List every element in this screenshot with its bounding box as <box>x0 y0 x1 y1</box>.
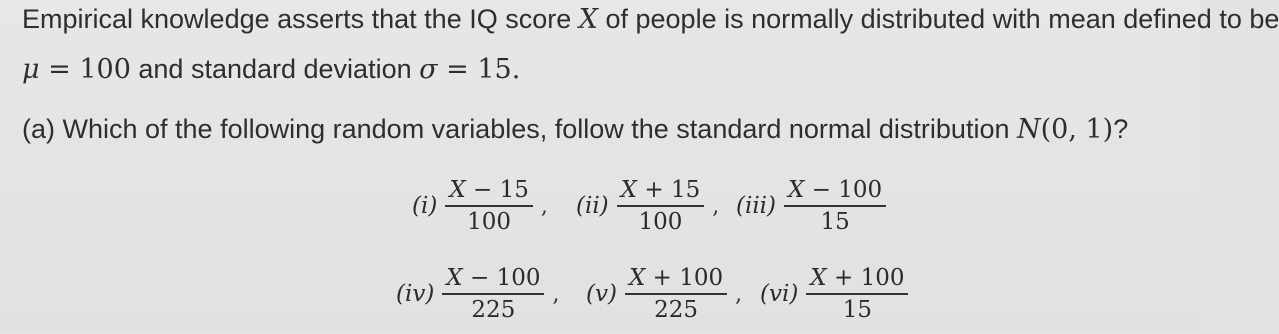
options-row-1 <box>0 166 1200 246</box>
option-label: (iii) <box>736 193 777 219</box>
num-rest: + 100 <box>826 265 905 291</box>
mu-symbol: μ <box>22 54 40 85</box>
intro-line-1 <box>22 4 1279 35</box>
option-iv <box>396 254 559 334</box>
num-var: X <box>449 177 466 203</box>
numerator <box>617 175 705 205</box>
intro-text-mid: and standard deviation <box>130 54 420 84</box>
fraction <box>442 263 544 325</box>
num-var: X <box>446 265 463 291</box>
fraction <box>784 175 886 237</box>
num-var: X <box>628 265 646 291</box>
option-label: (v) <box>586 281 617 307</box>
option-vi <box>760 254 916 334</box>
num-rest: − 100 <box>462 265 541 291</box>
fraction <box>625 263 727 325</box>
normal-dist-args: (0, 1) <box>1040 114 1114 145</box>
fraction <box>445 175 533 237</box>
denominator: 225 <box>471 297 516 323</box>
separator: , <box>712 193 720 219</box>
intro-line-2 <box>22 54 520 85</box>
numerator <box>784 175 886 205</box>
question-line <box>22 114 1128 145</box>
option-label: (i) <box>412 193 438 219</box>
numerator <box>806 263 908 293</box>
denominator: 15 <box>842 297 873 323</box>
option-label: (vi) <box>760 281 799 307</box>
sigma-symbol: σ <box>419 54 438 85</box>
denominator: 15 <box>820 209 850 235</box>
option-ii <box>576 166 719 246</box>
separator: , <box>540 193 548 219</box>
option-iii <box>736 166 894 246</box>
mu-value: = 100 <box>39 54 131 85</box>
denominator: 100 <box>467 209 512 235</box>
fraction <box>806 263 908 325</box>
num-rest: + 100 <box>645 265 724 291</box>
question-mark: ? <box>1113 114 1129 144</box>
options-row-2 <box>0 254 1200 334</box>
num-rest: + 15 <box>637 177 701 203</box>
intro-text: Empirical knowledge asserts that the IQ score <box>22 4 579 34</box>
separator: , <box>735 281 743 307</box>
option-label: (iv) <box>396 281 435 307</box>
num-rest: − 15 <box>465 177 529 203</box>
num-rest: − 100 <box>804 177 883 203</box>
num-var: X <box>810 265 827 291</box>
normal-dist-symbol: N <box>1016 114 1041 145</box>
denominator: 100 <box>638 209 683 235</box>
num-var: X <box>620 177 638 203</box>
question-text: (a) Which of the following random variables, follow the standard normal distribution <box>22 114 1017 144</box>
sigma-value: = 15. <box>437 54 521 85</box>
option-v <box>586 254 742 334</box>
option-i <box>412 166 548 246</box>
numerator <box>625 263 727 293</box>
intro-text-rest: of people is normally distributed with mean defined to be <box>597 4 1279 34</box>
numerator <box>445 175 533 205</box>
variable-x: X <box>578 4 598 35</box>
option-label: (ii) <box>576 193 609 219</box>
separator: , <box>552 281 560 307</box>
num-var: X <box>788 177 805 203</box>
denominator: 225 <box>654 297 698 323</box>
numerator <box>442 263 544 293</box>
fraction <box>617 175 705 237</box>
